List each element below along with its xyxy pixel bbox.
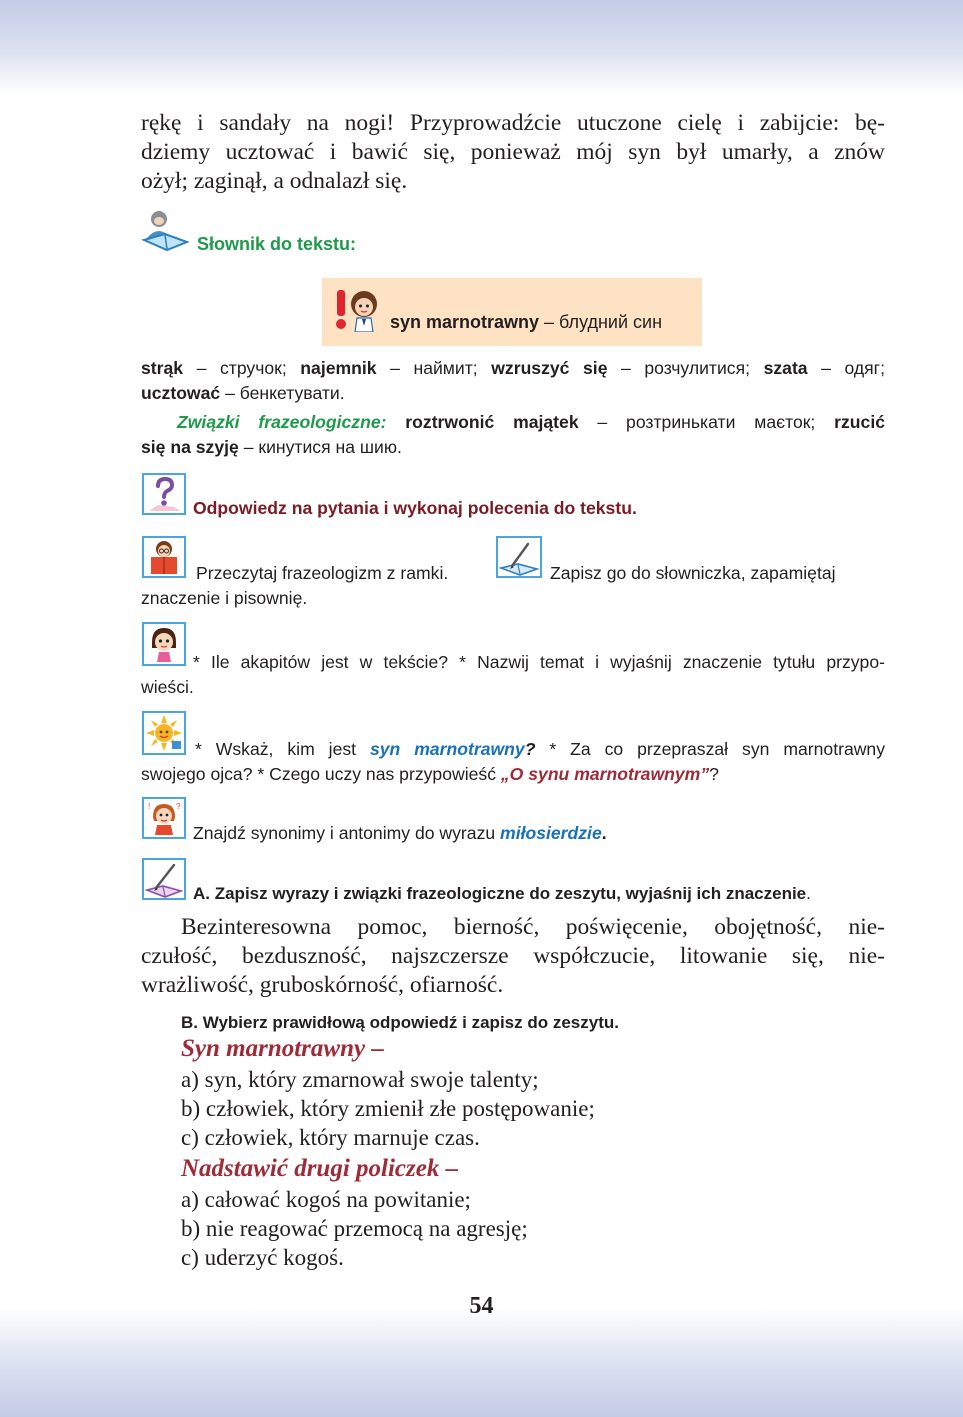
dict-translation: – розчулитися; <box>607 358 764 378</box>
task3-line <box>141 762 885 787</box>
bottom-gradient-band <box>0 1307 963 1417</box>
dictionary-heading <box>197 234 356 255</box>
dictionary-heading-text: Słownik do tekstu: <box>197 234 357 254</box>
dict-term: wzruszyć się <box>491 358 608 378</box>
task2-line: * Ile akapitów jest w tekście? * Nazwij temat i wyjaśnij znaczenie tytułu przypo- <box>193 652 885 672</box>
dict-term: ucztować <box>141 382 221 403</box>
intro-line: ożył; zaginął, a odnalazł się. <box>141 168 408 194</box>
phrase-term: roztrwonić majątek <box>405 412 579 432</box>
question1-option-c: c) człowiek, który marnuje czas. <box>181 1125 480 1150</box>
task3-term: syn marnotrawny <box>369 739 525 759</box>
top-gradient-band <box>0 0 963 95</box>
phraseology-line <box>141 410 885 435</box>
svg-text:?: ? <box>176 802 181 811</box>
task5-line: Bezinteresowna pomoc, bierność, poświęcenie, obojętność, nie- <box>181 914 885 940</box>
dict-translation: – одяг; <box>807 358 885 378</box>
dictionary-line <box>141 356 885 381</box>
phrase-term: rzucić <box>834 412 885 432</box>
question-mark-icon <box>142 473 186 515</box>
question2-title: Nadstawić drugi policzek – <box>181 1155 459 1182</box>
question2-option-b: b) nie reagować przemocą na agresję; <box>181 1216 528 1241</box>
phrase-translation: – кинутися на шию. <box>238 436 402 457</box>
task3-text <box>141 737 885 786</box>
task4-term: miłosierdzie <box>500 823 602 843</box>
dict-term: najemnik <box>300 358 377 378</box>
pen-book-icon <box>142 858 186 900</box>
tasks-heading-text: Odpowiedz na pytania i wykonaj polecenia do tekstu. <box>193 498 637 518</box>
task3-rest: * Za co przepraszał syn marnotrawny <box>535 739 886 759</box>
task5-word-list <box>141 913 885 1000</box>
page-number: 54 <box>469 1293 494 1319</box>
question1-option-a: a) syn, który zmarnował swoje talenty; <box>181 1067 539 1092</box>
task6-heading-text: B. Wybierz prawidłową odpowiedź i zapisz do zeszytu. <box>181 1013 619 1032</box>
task5-heading-text: A. Zapisz wyrazy i związki frazeologiczne do zeszytu, wyjaśnij ich znaczenie <box>193 884 807 903</box>
dictionary-entries <box>141 356 885 405</box>
highlight-entry <box>390 312 662 333</box>
task4-end: . <box>601 823 607 843</box>
task6-heading <box>181 1013 619 1033</box>
question1-title: Syn marnotrawny – <box>181 1035 384 1062</box>
dict-term: szata <box>763 358 808 378</box>
dictionary-highlight-box <box>322 278 702 346</box>
highlight-term: syn marnotrawny <box>390 312 540 332</box>
intro-paragraph <box>141 109 885 196</box>
phraseology-label: Związki frazeologiczne: <box>177 412 387 432</box>
task5-line: wrażliwość, gruboskórność, ofiarność. <box>141 972 504 998</box>
task5-heading-end: . <box>806 884 811 903</box>
phrase-translation: – розтринькати маєток; <box>578 412 835 432</box>
phraseology-entries <box>141 410 885 459</box>
reading-person-icon <box>141 208 189 252</box>
task3-line <box>141 737 885 762</box>
task1-part1: Przeczytaj frazeologizm z ramki. <box>196 563 449 583</box>
task2-text <box>141 650 885 699</box>
task1-part3: znaczenie i pisownię. <box>141 587 308 608</box>
task3-line2-end: ? <box>709 763 719 784</box>
dict-translation: – стручок; <box>183 358 301 378</box>
dict-term: strąk <box>141 358 184 378</box>
intro-line: dziemy ucztować i bawić się, ponieważ mój syn był umarły, a znów <box>141 139 885 165</box>
task3-line2-prefix: swojego ojca? * Czego uczy nas przypowieść <box>141 763 501 784</box>
thinking-girl-icon <box>142 797 186 839</box>
task5-heading <box>193 884 811 904</box>
intro-line: rękę i sandały na nogi! Przyprowadźcie utuczone cielę i zabijcie: bę- <box>141 110 885 136</box>
tasks-heading <box>193 498 637 519</box>
phraseology-line <box>141 435 885 460</box>
dict-translation: – бенкетувати. <box>220 382 345 403</box>
task1-text <box>141 561 885 610</box>
task2-line: wieści. <box>141 676 194 697</box>
question1-option-b: b) człowiek, który zmienił złe postępowanie; <box>181 1096 595 1121</box>
task4-prefix: Znajdź synonimy i antonimy do wyrazu <box>193 823 501 843</box>
question2-option-c: c) uderzyć kogoś. <box>181 1245 344 1270</box>
svg-text:!: ! <box>148 802 151 811</box>
task3-qmark: ? <box>524 739 536 759</box>
task3-prefix: * Wskaż, kim jest <box>195 739 370 759</box>
task4-text <box>193 821 607 846</box>
task5-line: czułość, bezduszność, najszczersze współczucie, litowanie się, nie- <box>141 943 885 969</box>
dict-translation: – наймит; <box>376 358 492 378</box>
task3-title: „O synu marnotrawnym” <box>500 763 710 784</box>
dictionary-line <box>141 381 885 406</box>
phrase-term: się na szyję <box>141 436 239 457</box>
question2-option-a: a) całować kogoś na powitanie; <box>181 1187 471 1212</box>
highlight-translation: – блудний син <box>539 312 663 332</box>
task1-part2: Zapisz go do słowniczka, zapamiętaj <box>550 563 836 583</box>
exclamation-girl-icon <box>333 286 381 332</box>
